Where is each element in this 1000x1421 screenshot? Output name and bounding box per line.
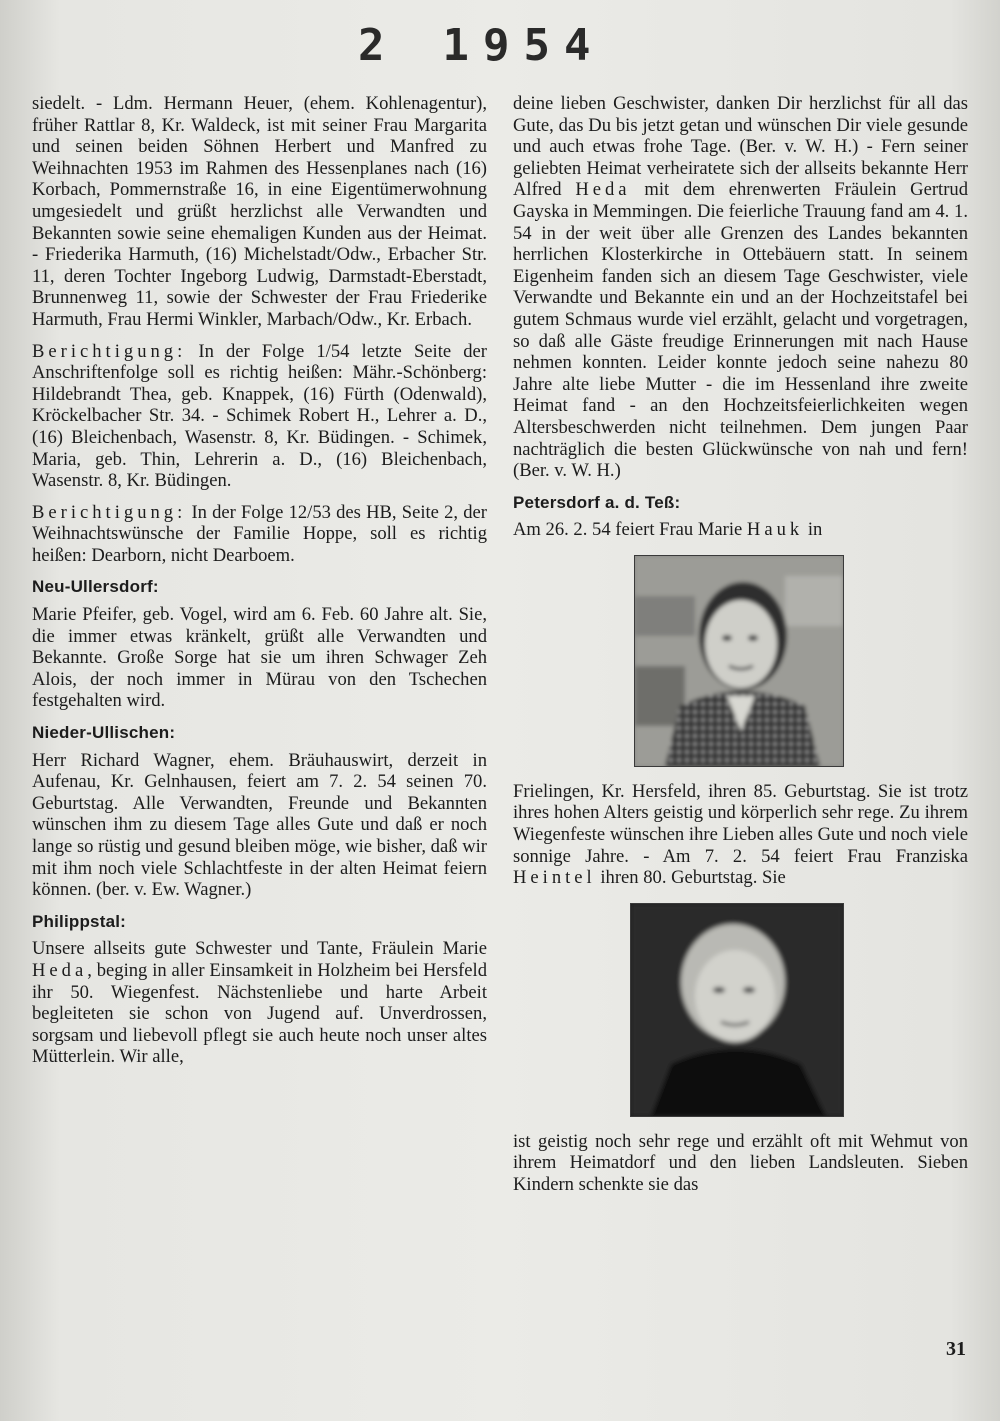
correction-label: Berichtigung: bbox=[32, 340, 187, 362]
right-column bbox=[513, 93, 968, 1196]
heading-philippstal: Philippstal: bbox=[32, 911, 127, 931]
name-heda-alfred: Heda bbox=[575, 179, 631, 201]
name-hauk: Hauk bbox=[746, 519, 804, 541]
heading-neu-ullersdorf: Neu-Ullersdorf: bbox=[32, 577, 159, 597]
name-heda: Heda bbox=[32, 959, 88, 981]
paragraph-heda-wedding: deine lieben Geschwister, danken Dir herzlichst für all das Gute, das Du bis jetzt getan und wünschen Dir viele gesunde und auch etwas frohe Tage. (Ber. v. W. H.) - Fern seiner geliebten Heimat verheiratete sich der allseits bekannte Herr Alfred Heda mit dem ehrenwerten Fräulein Gertrud Gayska in Memmingen. Die feierliche Trauung fand am 4. 1. 54 in der weit über alle Grenzen des Landes bekannten herrlichen Klosterkirche in Ottebäuern statt. In seinem Eigenheim fanden sich an diesem Tage Geschwister, viele Verwandte und Bekannte ein und an der Hochzeitstafel bei gutem Schmaus wurde viel erzählt, gelacht und vorgetragen, so daß alle Gäste freudige Erinnerungen mit nach Hause nehmen konnten. Leider konnte jedoch seine nahezu 80 Jahre alte liebe Mutter - die im Hessenland ihre zweite Heimat fand - an den Hochzeitsfeierlichkeiten wegen Altersbeschwerden nicht teilnehmen. Dem jungen Paar nachträglich die besten Glückwünsche von nah und fern! (Ber. v. W. H.) bbox=[513, 93, 968, 482]
paragraph-hauk-birthday: Frielingen, Kr. Hersfeld, ihren 85. Geburtstag. Sie ist trotz ihres hohen Alters geistig und körperlich sehr rege. Zu ihrem Wiegenfeste wünschen ihre Lieben alles Gute und noch viele sonnige Jahre. - Am 7. 2. 54 feiert Frau Franziska Heintel ihren 80. Geburtstag. Sie bbox=[513, 780, 968, 889]
portrait-photo-franziska-heintel bbox=[630, 903, 844, 1117]
paragraph-wagner: Herr Richard Wagner, ehem. Bräuhauswirt, derzeit in Aufenau, Kr. Gelnhausen, feiert am 7. 2. 54 seinen 70. Geburtstag. Alle Verwandten, Freunde und Bekannten wünschen ihm zu diesem Tage alles Gute und daß er noch lange so rüstig und gesund bleiben möge, wie bisher, daß wir mit ihm noch viele Schlachtfeste in der alten Heimat feiern können. (ber. v. Ew. Wagner.) bbox=[32, 749, 487, 901]
issue-stamp bbox=[358, 20, 604, 71]
paragraph-correction-1: Berichtigung: In der Folge 1/54 letzte Seite der Anschriftenfolge soll es richtig heißen: Mähr.-Schönberg: Hildebrandt Thea, geb. Knappek, (16) Fürth (Odenwald), Kröckelbacher Str. 34. - Schimek Robert H., Lehrer a. D., (16) Bleichenbach, Wasenstr. 8, Kr. Büdingen. - Schimek, Maria, geb. Thin, Lehrerin a. D., (16) Bleichenbach, Wasenstr. 8, Kr. Büdingen. bbox=[32, 340, 487, 492]
issue-year: 1954 bbox=[442, 20, 605, 71]
correction-label: Berichtigung: bbox=[32, 501, 187, 523]
paragraph-hauk-intro: Am 26. 2. 54 feiert Frau Marie Hauk in bbox=[513, 519, 823, 541]
heading-nieder-ullischen: Nieder-Ullischen: bbox=[32, 723, 176, 743]
heading-petersdorf: Petersdorf a. d. Teß: bbox=[513, 492, 681, 512]
paragraph-correction-2: Berichtigung: In der Folge 12/53 des HB, Seite 2, der Weihnachtswünsche der Familie Hoppe, soll es richtig heißen: Dearborn, nicht Dearboem. bbox=[32, 501, 487, 566]
paragraph-pfeifer: Marie Pfeifer, geb. Vogel, wird am 6. Feb. 60 Jahre alt. Sie, die immer etwas kränkelt, grüßt alle Verwandten und Bekannte. Große Sorge hat sie um ihren Schwager Zeh Alois, der noch immer in Mürau von den Tschechen festgehalten wird. bbox=[32, 604, 487, 712]
paragraph-heda-marie: Unsere allseits gute Schwester und Tante, Fräulein Marie Heda, beging in aller Einsamkeit in Holzheim bei Hersfeld ihr 50. Wiegenfest. Nächstenliebe und harte Arbeit begleiteten sie schon von Jugend auf. Unverdrossen, sorgsam und liebevoll pflegt sie auch heute noch unser altes Mütterlein. Wir alle, bbox=[32, 938, 487, 1068]
page-number: 31 bbox=[946, 1338, 966, 1360]
paragraph-heintel: ist geistig noch sehr rege und erzählt oft mit Wehmut von ihrem Heimatdorf und den lieben Landsleuten. Sieben Kindern schenkte sie das bbox=[513, 1130, 968, 1196]
paragraph-heuer: siedelt. - Ldm. Hermann Heuer, (ehem. Kohlenagentur), früher Rattlar 8, Kr. Waldeck, ist mit seiner Frau Margarita und seinen beiden Söhnen Herbert und Manfred zu Weihnachten 1953 im Rahmen des Hessenplanes nach (16) Korbach, Pommernstraße 16, in eine Eigentümerwohnung umgesiedelt und grüßt herzlichst alle Verwandten und Bekannten sowie seine ehemaligen Kunden aus der Heimat. - Friederika Harmuth, (16) Michelstadt/Odw., Erbacher Str. 11, deren Tochter Ingeborg Ludwig, Darmstadt-Eberstadt, Brunnenweg 11, sowie der Schwester der Frau Friederike Harmuth, Frau Hermi Winkler, Marbach/Odw., Kr. Erbach. bbox=[32, 93, 487, 330]
issue-number: 2 bbox=[358, 20, 399, 71]
left-column bbox=[32, 93, 487, 1068]
portrait-photo-marie-hauk bbox=[634, 555, 844, 767]
name-heintel: Heintel bbox=[513, 867, 596, 889]
